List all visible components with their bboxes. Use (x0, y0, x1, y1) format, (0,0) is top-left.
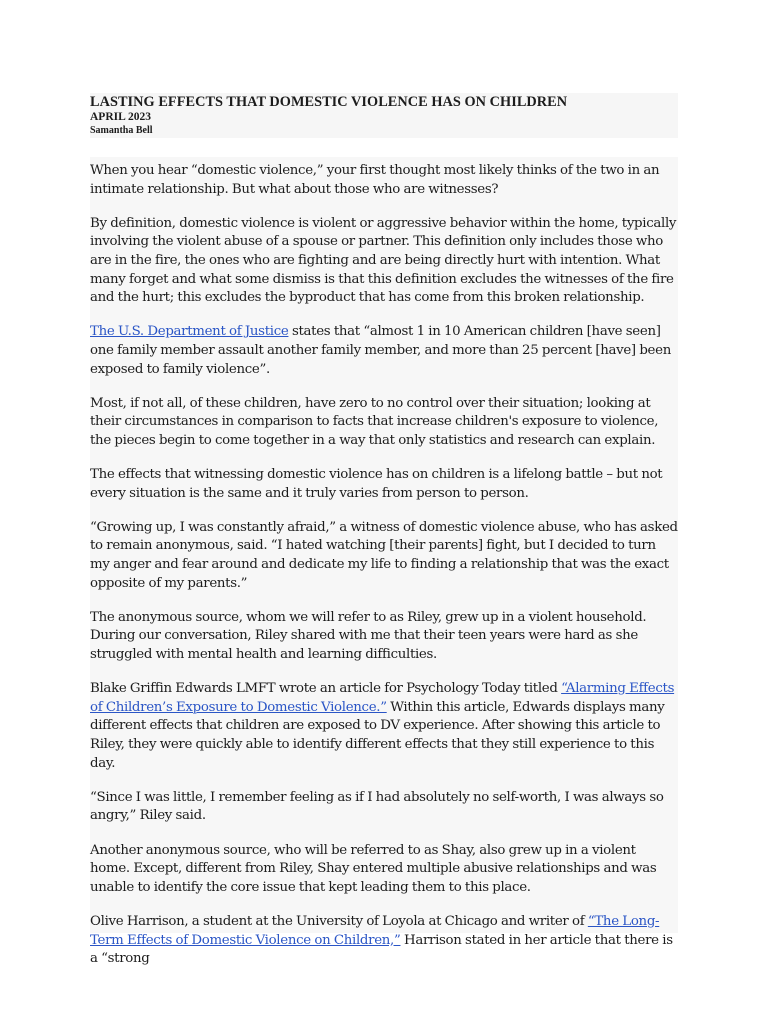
paragraph-5: The effects that witnessing domestic violence has on children is a lifelong battle – but not every situation is the same and it truly varies from person to person. (90, 467, 663, 501)
paragraph-11-text-before: Olive Harrison, a student at the University of Loyola at Chicago and writer of (90, 913, 588, 929)
article-title: LASTING EFFECTS THAT DOMESTIC VIOLENCE HAS ON CHILDREN (90, 94, 568, 110)
paragraph-10: Another anonymous source, who will be referred to as Shay, also grew up in a violent home. Except, different from Riley, Shay entered multiple abusive relationships and was unable to identify the core issue that kept leading them to this place. (90, 842, 657, 895)
paragraph-7: The anonymous source, whom we will refer to as Riley, grew up in a violent household. During our conversation, Riley shared with me that their teen years were hard as she struggled with mental health and learning difficulties. (90, 609, 647, 663)
paragraph-11-text-after: Harrison stated in her article that there is a “strong (90, 932, 673, 967)
paragraph-6: “Growing up, I was constantly afraid,” a witness of domestic violence abuse, who has asked to remain anonymous, said. “I hated watching [their parents] fight, but I decided to turn my anger and fear around and dedicate my life to finding a relationship that was the exact opposite of my parents.” (90, 519, 678, 591)
paragraph-8-text-after: Within this article, Edwards displays many different effects that children are exposed to DV experience. After showing this article to Riley, they were quickly able to identify different effects that they still experience to this day. (90, 699, 665, 771)
paragraph-2: By definition, domestic violence is violent or aggressive behavior within the home, typically involving the violent abuse of a spouse or partner. This definition only includes those who are in the fire, the ones who are fighting and are being directly hurt with intention. What many forget and what some dismiss is that this definition excludes the witnesses of the fire and the hurt; this excludes the byproduct that has come from this broken relationship. (90, 215, 677, 306)
paragraph-3 (90, 323, 678, 379)
article-page (90, 93, 678, 967)
article-author: Samantha Bell (90, 125, 153, 136)
paragraph-9: “Since I was little, I remember feeling as if I had absolutely no self-worth, I was always so angry,” Riley said. (90, 789, 664, 824)
paragraph-4: Most, if not all, of these children, have zero to no control over their situation; looking at their circumstances in comparison to facts that increase children's exposure to violence, the pieces begin to come together in a way that only statistics and research can explain. (90, 395, 659, 448)
long-term-effects-link[interactable]: “The Long-Term Effects of Domestic Violence on Children,” (90, 913, 660, 948)
paragraph-8 (90, 680, 678, 773)
article-header (90, 93, 678, 138)
paragraph-3-text: states that “almost 1 in 10 American children [have seen] one family member assault another family member, and more than 25 percent [have] been exposed to family violence”. (90, 324, 671, 377)
paragraph-8-text-before: Blake Griffin Edwards LMFT wrote an article for Psychology Today titled (90, 681, 562, 697)
article-body (90, 157, 678, 967)
psychology-today-link[interactable]: “Alarming Effects of Children’s Exposure to Domestic Violence.” (90, 681, 675, 715)
article-date: APRIL 2023 (90, 111, 152, 123)
paragraph-1: When you hear “domestic violence,” your first thought most likely thinks of the two in an intimate relationship. But what about those who are witnesses? (90, 163, 660, 197)
doj-link[interactable]: The U.S. Department of Justice (90, 324, 289, 340)
paragraph-11 (90, 913, 678, 969)
